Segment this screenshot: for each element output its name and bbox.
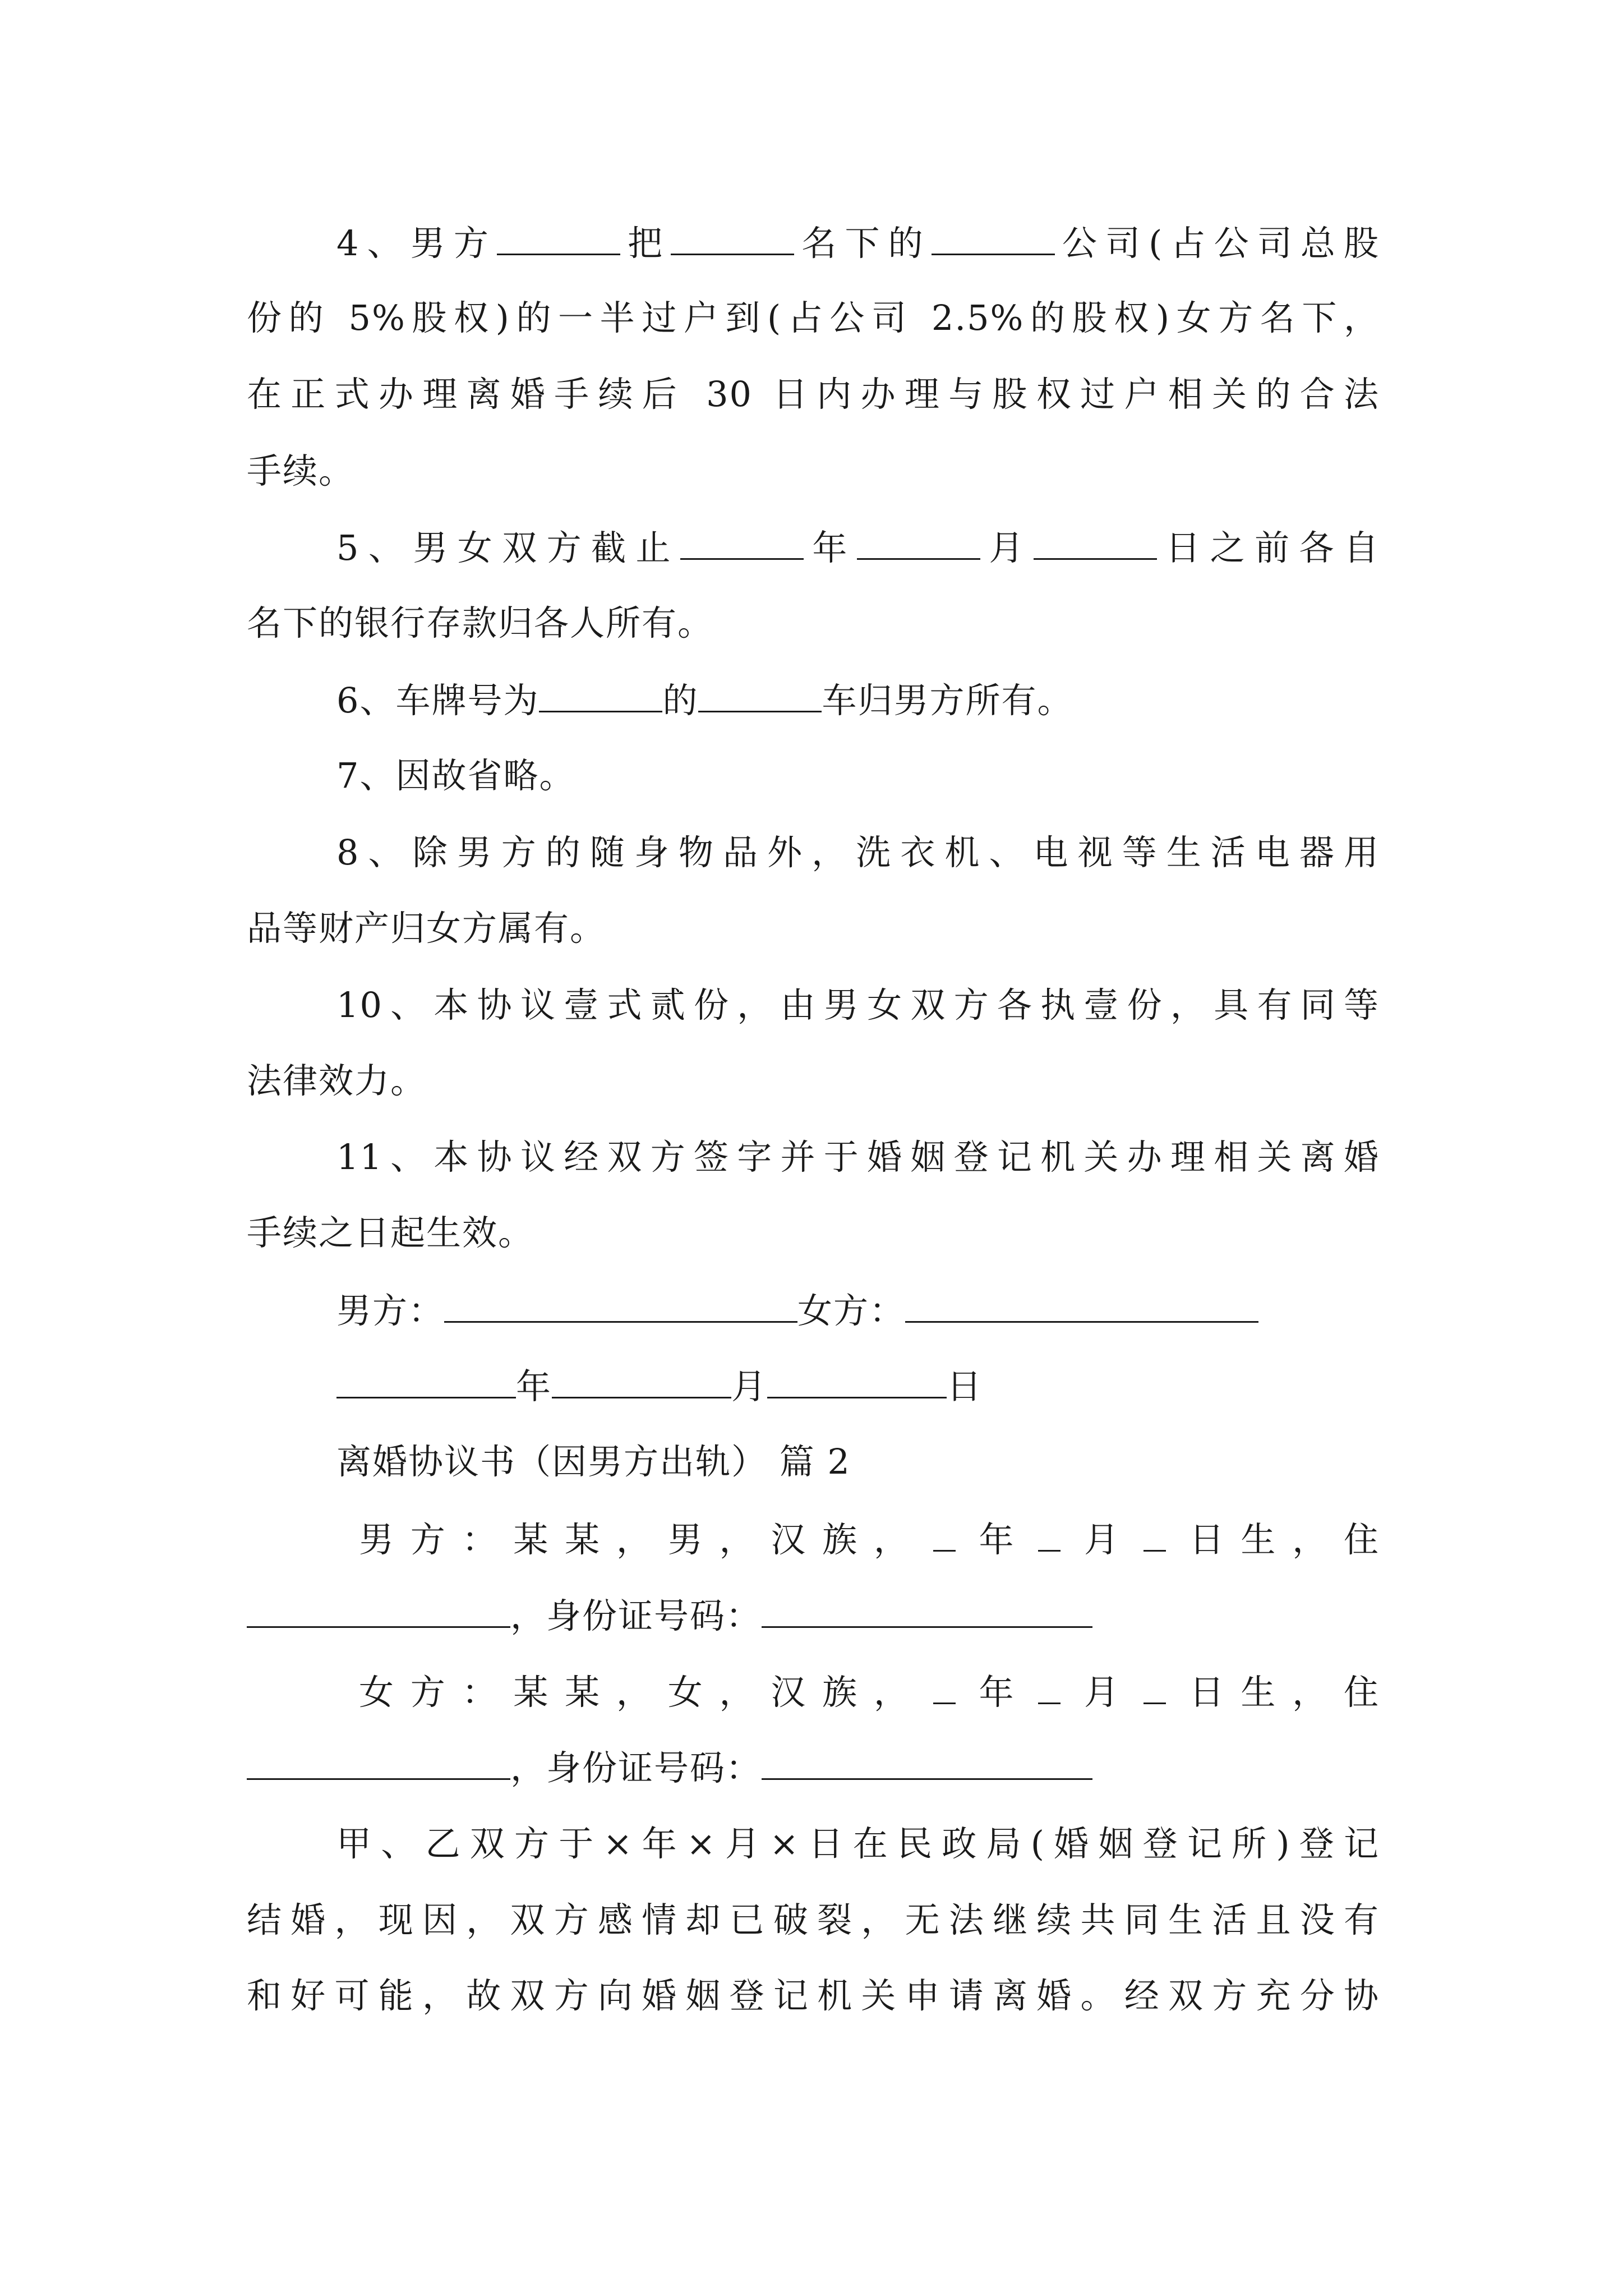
day-field [767, 1363, 947, 1398]
intro-line-1: 甲、乙双方于×年×月×日在民政局(婚姻登记所)登记 [336, 1823, 1380, 1864]
female-party-line-2 [247, 1745, 1380, 1789]
blank-field [1144, 1669, 1166, 1704]
male-party-text: 男方：某某，男，汉族， [359, 1519, 925, 1560]
clause-10-line-1: 10、本协议壹式贰份，由男女双方各执壹份，具有同等 [336, 984, 1380, 1025]
id-number-field [762, 1745, 1092, 1780]
clause-6-text: 6、车牌号为 [336, 680, 540, 721]
clause-4-line-3: 在正式办理离婚手续后 30 日内办理与股权过户相关的合法 [247, 374, 1380, 415]
clause-6-text: 的 [662, 680, 699, 721]
blank-field [680, 524, 804, 560]
day-label: 日 [947, 1366, 983, 1407]
male-party-text: 月 [1068, 1519, 1136, 1560]
clause-11-line-2: 手续之日起生效。 [247, 1212, 534, 1253]
blank-field [539, 677, 662, 712]
blank-field [671, 220, 794, 255]
male-signature-label: 男方： [336, 1290, 445, 1331]
clause-8-line-2: 品等财产归女方属有。 [247, 908, 606, 949]
clause-4-text: 公司(占公司总股 [1054, 223, 1380, 264]
male-party-text: 日生，住 [1173, 1519, 1380, 1560]
female-party-text: 年 [963, 1672, 1031, 1713]
clause-5-line-2: 名下的银行存款归各人所有。 [247, 602, 714, 643]
male-party-line-2 [247, 1593, 1380, 1637]
blank-field [497, 220, 620, 255]
blank-field [698, 677, 822, 712]
clause-5-text: 月 [980, 527, 1034, 568]
male-signature-field [444, 1287, 797, 1323]
blank-field [1038, 1669, 1061, 1704]
clause-11-line-1: 11、本协议经双方签字并于婚姻登记机关办理相关离婚 [336, 1137, 1380, 1177]
clause-6-text: 车归男方所有。 [822, 680, 1073, 721]
clause-8-line-1: 8、除男方的随身物品外，洗衣机、电视等生活电器用 [336, 832, 1380, 873]
clause-5-text: 年 [803, 527, 857, 568]
female-signature-field [905, 1287, 1258, 1323]
id-number-field [762, 1593, 1092, 1628]
address-field [247, 1745, 510, 1780]
intro-line-2: 结婚，现因，双方感情却已破裂，无法继续共同生活且没有 [247, 1899, 1380, 1940]
year-label: 年 [516, 1366, 552, 1407]
female-party-text: 女方：某某，女，汉族， [359, 1672, 925, 1713]
blank-field [1034, 524, 1157, 560]
id-number-label: ，身份证号码： [510, 1747, 762, 1788]
clause-4-text: 名下的 [794, 223, 932, 264]
clause-10-line-2: 法律效力。 [247, 1060, 427, 1101]
clause-4-line-2: 份的 5%股权)的一半过户到(占公司 2.5%的股权)女方名下， [247, 297, 1380, 338]
clause-4-text: 4、男方 [336, 223, 497, 264]
month-label: 月 [731, 1366, 768, 1407]
female-party-text: 日生，住 [1173, 1672, 1380, 1713]
clause-7-line-1: 7、因故省略。 [336, 755, 575, 796]
clause-4-text: 把 [620, 223, 671, 264]
female-party-text: 月 [1068, 1672, 1136, 1713]
clause-6-line-1 [336, 677, 1380, 722]
clause-5-line-1 [336, 524, 1380, 569]
male-party-text: 年 [963, 1519, 1031, 1560]
clause-4-line-4: 手续。 [247, 450, 355, 491]
blank-field [933, 1516, 956, 1552]
clause-5-text: 日之前各自 [1156, 527, 1380, 568]
male-party-line-1 [359, 1516, 1380, 1561]
date-row [336, 1363, 1469, 1408]
year-field [336, 1363, 516, 1398]
blank-field [857, 524, 980, 560]
female-party-line-1 [359, 1669, 1380, 1714]
blank-field [1144, 1516, 1166, 1552]
clause-4-line-1 [336, 220, 1380, 265]
month-field [552, 1363, 731, 1398]
section-2-title: 离婚协议书（因男方出轨） 篇 2 [336, 1441, 851, 1482]
signature-row [336, 1287, 1380, 1332]
address-field [247, 1593, 510, 1628]
blank-field [1038, 1516, 1061, 1552]
blank-field [933, 1669, 956, 1704]
female-signature-label: 女方： [797, 1290, 906, 1331]
clause-5-text: 5、男女双方截止 [336, 527, 680, 568]
id-number-label: ，身份证号码： [510, 1595, 762, 1636]
intro-line-3: 和好可能，故双方向婚姻登记机关申请离婚。经双方充分协 [247, 1975, 1380, 2016]
blank-field [932, 220, 1055, 255]
